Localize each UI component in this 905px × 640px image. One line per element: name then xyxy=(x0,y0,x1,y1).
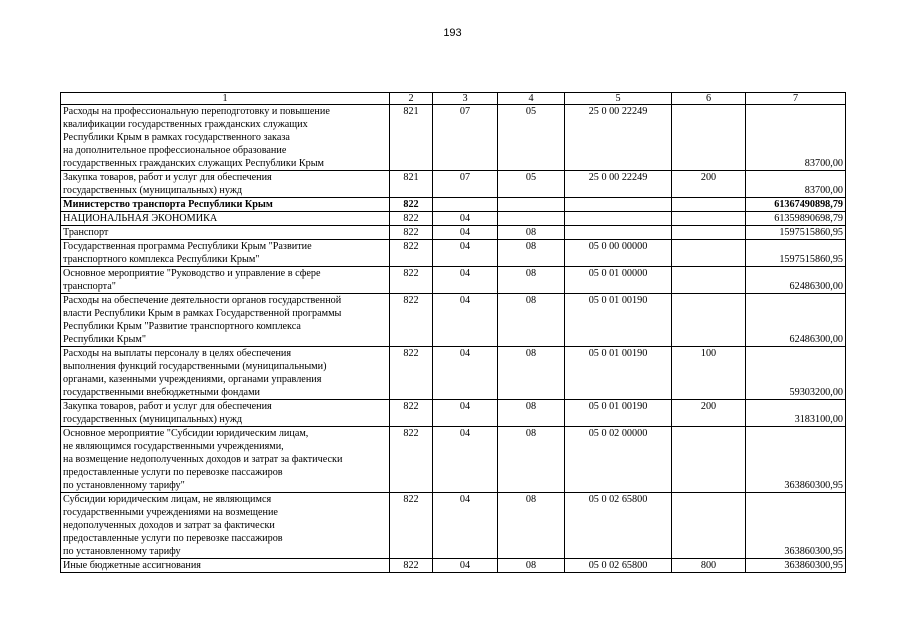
header-cell: 7 xyxy=(746,93,846,105)
row-name-cell xyxy=(61,240,390,267)
row-c3-cell: 04 xyxy=(433,400,498,427)
row-c6-cell: 200 xyxy=(672,400,746,427)
row-name-cell xyxy=(61,427,390,493)
row-name-line: выполнения функций государственными (муниципальными) xyxy=(63,361,327,372)
row-c3-cell: 04 xyxy=(433,240,498,267)
table-body xyxy=(61,105,846,573)
row-name-line: Республики Крым" xyxy=(63,334,146,345)
row-name-line: органами, казенными учреждениями, органами управления xyxy=(63,374,322,385)
row-c5-cell xyxy=(565,212,672,226)
row-c7-cell: 61367490898,79 xyxy=(746,198,846,212)
row-name-line: Транспорт xyxy=(63,227,109,238)
row-name-line: на дополнительное профессиональное образование xyxy=(63,145,287,156)
row-name-cell xyxy=(61,559,390,573)
row-c2-cell: 822 xyxy=(390,267,433,294)
table-row xyxy=(61,493,846,559)
table-row xyxy=(61,267,846,294)
row-c5-cell xyxy=(565,198,672,212)
row-c3-cell: 07 xyxy=(433,105,498,171)
row-name-line: власти Республики Крым в рамках Государственной программы xyxy=(63,308,342,319)
row-name-line: по установленному тарифу" xyxy=(63,480,185,491)
row-name-line: Расходы на выплаты персоналу в целях обеспечения xyxy=(63,348,292,359)
row-c2-cell: 822 xyxy=(390,347,433,400)
row-c3-cell: 04 xyxy=(433,427,498,493)
row-c4-cell xyxy=(498,212,565,226)
row-c7-cell: 62486300,00 xyxy=(746,294,846,347)
row-name-cell xyxy=(61,267,390,294)
row-name-line: Основное мероприятие "Руководство и управление в сфере xyxy=(63,268,321,279)
row-c7-cell: 1597515860,95 xyxy=(746,226,846,240)
row-name-line: государственных гражданских служащих Республики Крым xyxy=(63,158,324,169)
row-c6-cell xyxy=(672,294,746,347)
row-c4-cell: 08 xyxy=(498,294,565,347)
header-row xyxy=(61,93,846,105)
row-c4-cell: 08 xyxy=(498,559,565,573)
row-name-line: государственными учреждениями на возмещение xyxy=(63,507,278,518)
row-c5-cell: 05 0 02 65800 xyxy=(565,559,672,573)
row-c3-cell: 04 xyxy=(433,226,498,240)
row-name-line: государственных (муниципальных) нужд xyxy=(63,185,243,196)
row-name-cell xyxy=(61,171,390,198)
table-row xyxy=(61,294,846,347)
header-cell: 4 xyxy=(498,93,565,105)
row-c6-cell xyxy=(672,240,746,267)
row-name-line: государственных (муниципальных) нужд xyxy=(63,414,243,425)
row-name-cell xyxy=(61,347,390,400)
row-c4-cell: 08 xyxy=(498,267,565,294)
row-c5-cell: 05 0 01 00190 xyxy=(565,294,672,347)
row-c6-cell xyxy=(672,212,746,226)
row-c5-cell: 05 0 02 65800 xyxy=(565,493,672,559)
row-c7-cell: 83700,00 xyxy=(746,105,846,171)
header-cell: 1 xyxy=(61,93,390,105)
row-c4-cell: 05 xyxy=(498,105,565,171)
row-name-line: недополученных доходов и затрат за фактически xyxy=(63,520,275,531)
row-name-line: не являющимся государственными учреждениями, xyxy=(63,441,284,452)
row-c7-cell: 59303200,00 xyxy=(746,347,846,400)
row-c5-cell: 05 0 01 00190 xyxy=(565,400,672,427)
row-c4-cell: 08 xyxy=(498,427,565,493)
row-c3-cell: 04 xyxy=(433,212,498,226)
table-row xyxy=(61,240,846,267)
row-c7-cell: 3183100,00 xyxy=(746,400,846,427)
row-name-cell xyxy=(61,400,390,427)
table-row xyxy=(61,427,846,493)
row-c7-cell: 363860300,95 xyxy=(746,493,846,559)
row-c2-cell: 822 xyxy=(390,427,433,493)
row-c6-cell xyxy=(672,226,746,240)
row-c3-cell: 04 xyxy=(433,493,498,559)
row-name-line: Республики Крым в рамках государственного заказа xyxy=(63,132,290,143)
row-name-cell xyxy=(61,212,390,226)
row-c5-cell: 25 0 00 22249 xyxy=(565,105,672,171)
row-c6-cell: 800 xyxy=(672,559,746,573)
row-name-line: квалификации государственных гражданских служащих xyxy=(63,119,308,130)
row-c2-cell: 822 xyxy=(390,294,433,347)
row-c6-cell: 200 xyxy=(672,171,746,198)
row-name-line: Иные бюджетные ассигнования xyxy=(63,560,201,571)
row-c5-cell: 05 0 01 00000 xyxy=(565,267,672,294)
row-c7-cell: 83700,00 xyxy=(746,171,846,198)
row-c2-cell: 821 xyxy=(390,171,433,198)
row-c3-cell: 04 xyxy=(433,559,498,573)
row-c3-cell: 04 xyxy=(433,294,498,347)
header-cell: 5 xyxy=(565,93,672,105)
row-name-cell xyxy=(61,493,390,559)
row-c3-cell: 04 xyxy=(433,347,498,400)
row-c2-cell: 822 xyxy=(390,559,433,573)
row-name-line: по установленному тарифу xyxy=(63,546,181,557)
table-row xyxy=(61,198,846,212)
row-name-line: на возмещение недополученных доходов и затрат за фактически xyxy=(63,454,343,465)
page-number: 193 xyxy=(443,27,462,39)
row-c6-cell: 100 xyxy=(672,347,746,400)
row-name-line: Расходы на профессиональную переподготовку и повышение xyxy=(63,106,330,117)
row-name-cell xyxy=(61,105,390,171)
row-c7-cell: 62486300,00 xyxy=(746,267,846,294)
row-name-line: предоставленные услуги по перевозке пассажиров xyxy=(63,467,283,478)
row-c6-cell xyxy=(672,493,746,559)
table-row xyxy=(61,105,846,171)
row-c4-cell xyxy=(498,198,565,212)
row-c6-cell xyxy=(672,427,746,493)
row-c5-cell: 05 0 02 00000 xyxy=(565,427,672,493)
row-c2-cell: 822 xyxy=(390,240,433,267)
row-c4-cell: 08 xyxy=(498,347,565,400)
row-c6-cell xyxy=(672,267,746,294)
header-cell: 6 xyxy=(672,93,746,105)
row-name-cell xyxy=(61,226,390,240)
row-name-line: Основное мероприятие "Субсидии юридическим лицам, xyxy=(63,428,309,439)
row-name-line: Расходы на обеспечение деятельности органов государственной xyxy=(63,295,342,306)
header-cell: 2 xyxy=(390,93,433,105)
row-name-line: НАЦИОНАЛЬНАЯ ЭКОНОМИКА xyxy=(63,213,218,224)
row-name-line: Министерство транспорта Республики Крым xyxy=(63,199,273,210)
row-name-line: Субсидии юридическим лицам, не являющимся xyxy=(63,494,272,505)
row-name-line: транспорта" xyxy=(63,281,116,292)
table-row xyxy=(61,400,846,427)
row-c3-cell: 04 xyxy=(433,267,498,294)
table-row xyxy=(61,212,846,226)
row-c2-cell: 822 xyxy=(390,212,433,226)
row-name-line: транспортного комплекса Республики Крым" xyxy=(63,254,260,265)
table-row xyxy=(61,171,846,198)
row-c7-cell: 1597515860,95 xyxy=(746,240,846,267)
header-cell: 3 xyxy=(433,93,498,105)
row-name-line: предоставленные услуги по перевозке пассажиров xyxy=(63,533,283,544)
row-c6-cell xyxy=(672,105,746,171)
table-row xyxy=(61,226,846,240)
row-name-line: государственными внебюджетными фондами xyxy=(63,387,260,398)
row-c3-cell xyxy=(433,198,498,212)
row-c2-cell: 822 xyxy=(390,400,433,427)
row-name-line: Закупка товаров, работ и услуг для обеспечения xyxy=(63,172,272,183)
row-c2-cell: 822 xyxy=(390,226,433,240)
row-c4-cell: 08 xyxy=(498,226,565,240)
row-c5-cell: 05 0 01 00190 xyxy=(565,347,672,400)
row-c6-cell xyxy=(672,198,746,212)
row-c4-cell: 08 xyxy=(498,493,565,559)
row-c5-cell: 25 0 00 22249 xyxy=(565,171,672,198)
row-c3-cell: 07 xyxy=(433,171,498,198)
row-c4-cell: 08 xyxy=(498,400,565,427)
row-c4-cell: 05 xyxy=(498,171,565,198)
row-c7-cell: 363860300,95 xyxy=(746,427,846,493)
row-name-line: Закупка товаров, работ и услуг для обеспечения xyxy=(63,401,272,412)
row-c5-cell xyxy=(565,226,672,240)
table-row xyxy=(61,347,846,400)
row-name-line: Республики Крым "Развитие транспортного комплекса xyxy=(63,321,301,332)
row-c7-cell: 61359890698,79 xyxy=(746,212,846,226)
row-name-line: Государственная программа Республики Крым "Развитие xyxy=(63,241,312,252)
row-c7-cell: 363860300,95 xyxy=(746,559,846,573)
row-c2-cell: 821 xyxy=(390,105,433,171)
row-c2-cell: 822 xyxy=(390,198,433,212)
table-row xyxy=(61,559,846,573)
row-c5-cell: 05 0 00 00000 xyxy=(565,240,672,267)
row-c4-cell: 08 xyxy=(498,240,565,267)
row-c2-cell: 822 xyxy=(390,493,433,559)
budget-table xyxy=(60,92,846,573)
row-name-cell xyxy=(61,294,390,347)
row-name-cell xyxy=(61,198,390,212)
